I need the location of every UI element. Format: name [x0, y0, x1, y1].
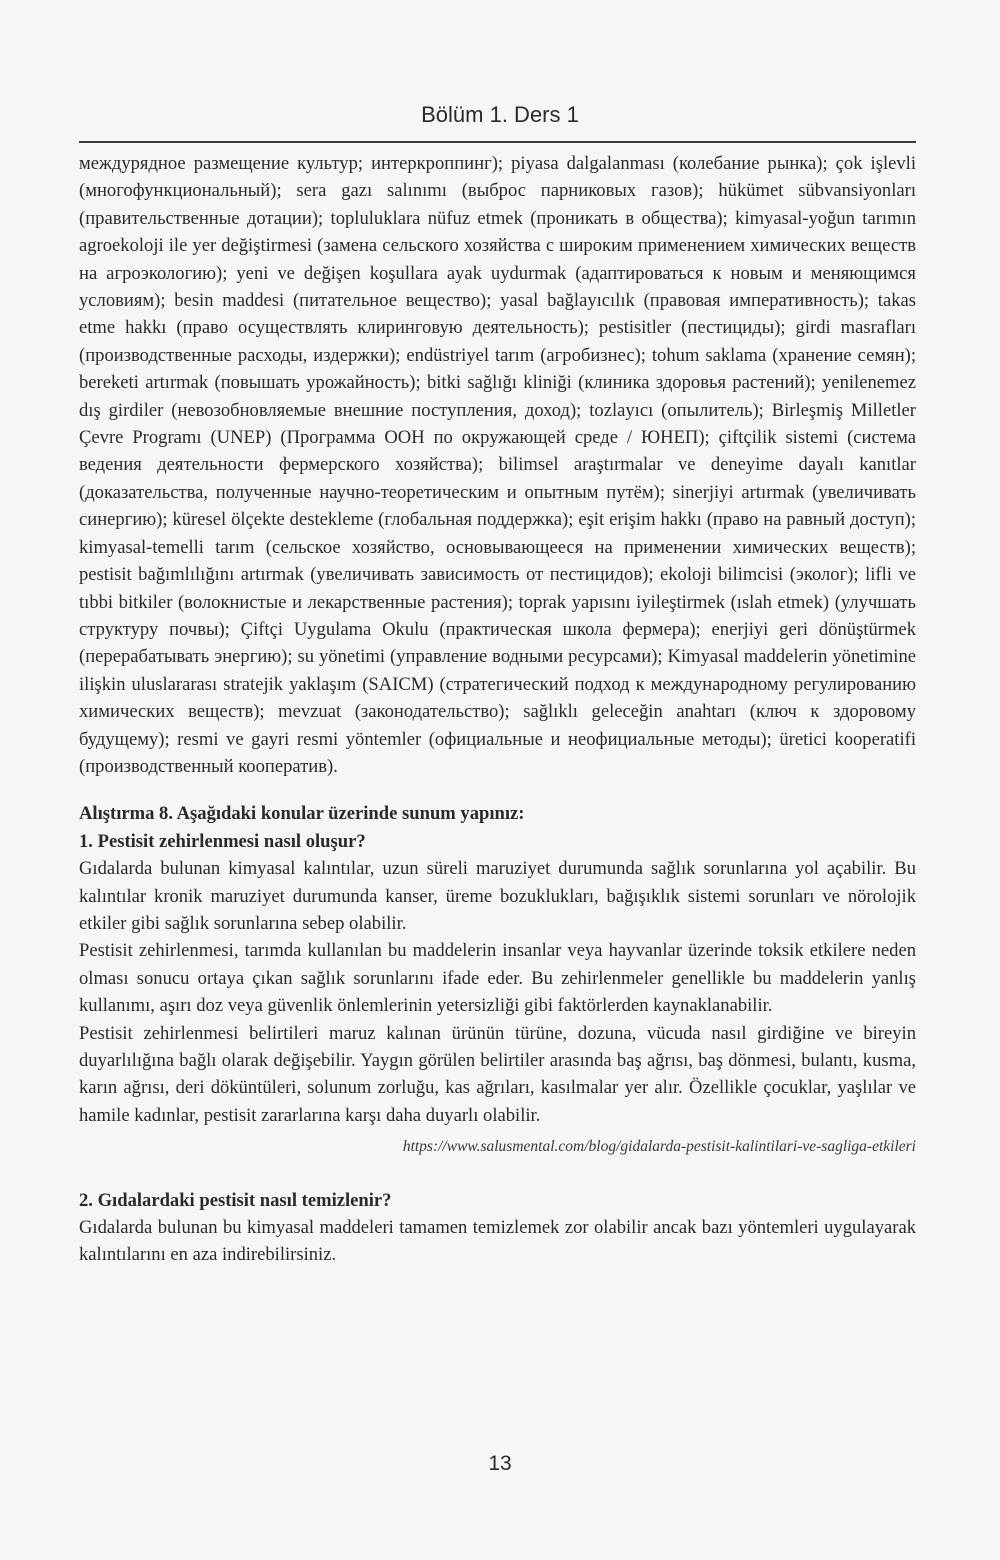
q1-paragraph-3: Pestisit zehirlenmesi belirtileri maruz kalınan ürünün türüne, dozuna, vücuda nasıl girdiğine ve bireyin duyarlılığına bağlı olarak değişebilir. Yaygın görülen belirtiler arasında baş ağrısı, baş dönmesi, bulantı, kusma, karın ağrısı, deri döküntüleri, solunum zorluğu, kas ağrıları, kasılmalar yer alır. Özellikle çocuklar, yaşlılar ve hamile kadınlar, pestisit zararlarına karşı daha duyarlı olabilir. [79, 1022, 916, 1126]
running-header: Bölüm 1. Ders 1 [421, 102, 579, 127]
header-rule [79, 141, 916, 143]
question-1-title: 1. Pestisit zehirlenmesi nasıl oluşur? [79, 830, 366, 852]
glossary-block [79, 150, 916, 780]
source-citation: https://www.salusmental.com/blog/gidalarda-pestisit-kalintilari-ve-sagliga-etkileri [402, 1138, 916, 1156]
q2-paragraph-1: Gıdalarda bulunan bu kimyasal maddeleri tamamen temizlemek zor olabilir ancak bazı yöntemleri uygulayarak kalıntılarını en aza indirebilirsiniz. [79, 1217, 916, 1266]
question-2-title: 2. Gıdalardaki pestisit nasıl temizlenir? [79, 1189, 392, 1211]
page-number: 13 [488, 1452, 512, 1475]
glossary-text: междурядное размещение культур; интеркроппинг); piyasa dalgalanması (колебание рынка); çok işlevli (многофункциональный); sera gazı salınımı (выброс парниковых газов); hükümet sübvansiyonları (правительственные дотации); topluluklara nüfuz etmek (проникать в общества); kimyasal-yoğun tarımın agroekoloji ile yer değiştirmesi (замена сельского хозяйства с широким применением химических веществ на агроэкологию); yeni ve değişen koşullara ayak uydurmak (адаптироваться к новым и меняющимся условиям); besin maddesi (питательное вещество); yasal bağlayıcılık (правовая императивность); takas etme hakkı (право осуществлять клиринговую деятельность); pestisitler (пестициды); girdi masrafları (производственные расходы, издержки); endüstriyel tarım (агробизнес); tohum saklama (хранение семян); bereketi artırmak (повышать урожайность); bitki sağlığı kliniği (клиника здоровья растений); yenilenemez dış girdiler (невозобновляемые внешние поступления, доход); tozlayıcı (опылитель); Birleşmiş Milletler Çevre Programı (UNEP) (Программа ООН по окружающей среде / ЮНЕП); çiftçilik sistemi (система ведения деятельности фермерского хозяйства); bilimsel araştırmalar ve deneyime dayalı kanıtlar (доказательства, полученные научно-теоретическим и опытным путём); sinerjiyi artırmak (увеличивать синергию); küresel ölçekte destekleme (глобальная поддержка); eşit erişim hakkı (право на равный доступ); kimyasal-temelli tarım (сельское хозяйство, основывающееся на применении химических веществ); pestisit bağımlılığını artırmak (увеличивать зависимость от пестицидов); ekoloji bilimcisi (эколог); lifli ve tıbbi bitkiler (волокнистые и лекарственные растения); toprak yapısını iyileştirmek (ıslah etmek) (улучшать структуру почвы); Çiftçi Uygulama Okulu (практическая школа фермера); enerjiyi geri dönüştürmek (перерабатывать энергию); su yönetimi (управление водными ресурсами); Kimyasal maddelerin yönetimine ilişkin uluslararası stratejik yaklaşım (SAICM) (стратегический подход к международному регулированию химических веществ); mevzuat (законодательство); sağlıklı geleceğin anahtarı (ключ к здоровому будущему); resmi ve gayri resmi yöntemler (официальные и неофициальные методы); üretici kooperatifi (производственный кооператив). [79, 153, 916, 777]
page-body [79, 150, 916, 1269]
exercise-title: Alıştırma 8. Aşağıdaki konular üzerinde sunum yapınız: [79, 803, 525, 825]
q1-paragraph-2: Pestisit zehirlenmesi, tarımda kullanılan bu maddelerin insanlar veya hayvanlar üzerinde toksik etkilere neden olması sonucu ortaya çıkan sağlık sorunlarını ifade eder. Bu zehirlenmeler genellikle bu maddelerin yanlış kullanımı, aşırı doz veya güvenlik önlemlerinin yetersizliği gibi faktörlerden kaynaklanabilir. [79, 940, 916, 1017]
q1-paragraph-1: Gıdalarda bulunan kimyasal kalıntılar, uzun süreli maruziyet durumunda sağlık sorunlarına yol açabilir. Bu kalıntılar kronik maruziyet durumunda kanser, üreme bozuklukları, bağışıklık sistemi sorunları ve nörolojik etkiler gibi sağlık sorunlarına sebep olabilir. [79, 858, 916, 934]
